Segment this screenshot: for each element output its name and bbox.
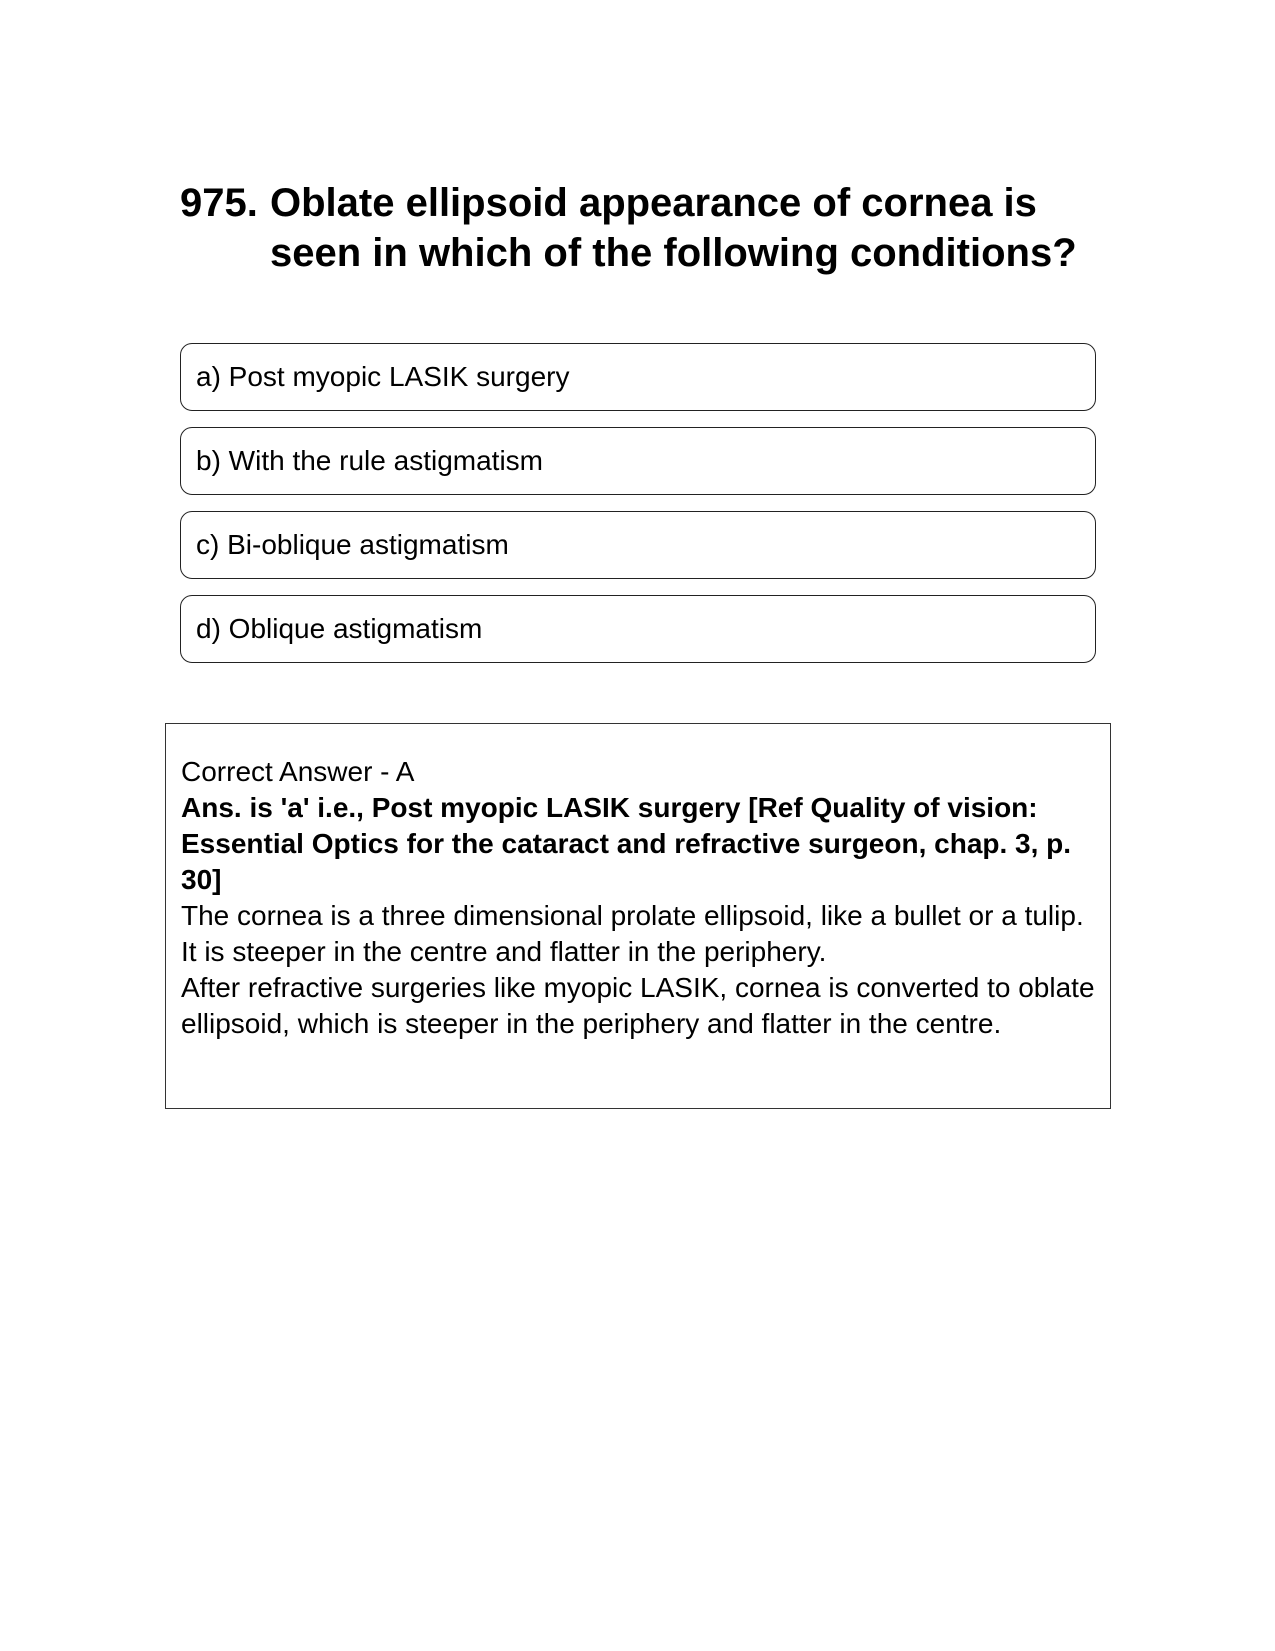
option-c[interactable]: c) Bi-oblique astigmatism	[180, 511, 1096, 579]
explanation-paragraph-1: The cornea is a three dimensional prolate ellipsoid, like a bullet or a tulip. It is steeper in the centre and flatter in the periphery.	[181, 900, 1084, 967]
option-b[interactable]: b) With the rule astigmatism	[180, 427, 1096, 495]
option-d[interactable]: d) Oblique astigmatism	[180, 595, 1096, 663]
option-a[interactable]: a) Post myopic LASIK surgery	[180, 343, 1096, 411]
question-number: 975.	[180, 181, 258, 225]
answer-explanation-box	[165, 723, 1111, 1109]
question-heading	[180, 178, 1100, 278]
correct-answer-label: Correct Answer - A	[181, 756, 415, 787]
options-list	[180, 343, 1096, 679]
question-text: Oblate ellipsoid appearance of cornea is seen in which of the following conditions?	[270, 181, 1077, 275]
answer-reference: Ans. is 'a' i.e., Post myopic LASIK surgery [Ref Quality of vision: Essential Optics for the cataract and refractive surgeon, chap. 3, p. 30]	[181, 792, 1072, 895]
explanation-paragraph-2: After refractive surgeries like myopic LASIK, cornea is converted to oblate ellipsoid, which is steeper in the periphery and flatter in the centre.	[181, 972, 1095, 1039]
